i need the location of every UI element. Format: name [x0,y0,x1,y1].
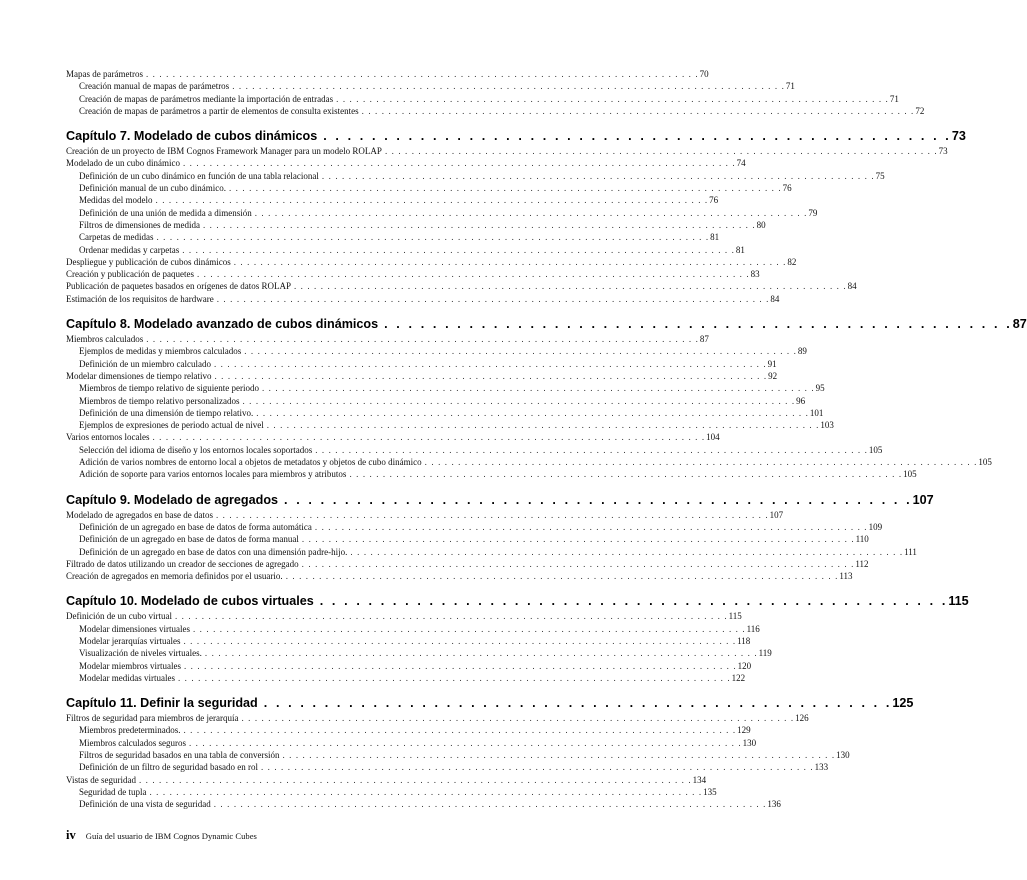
dot-leader [153,194,708,206]
toc-entry-title: Creación de mapas de parámetros mediante la importación de entradas [79,93,334,104]
toc-entry-title: Definición manual de un cubo dinámico. [79,183,226,194]
toc-entry-title: Definición de un agregado en base de datos de forma manual [79,534,299,545]
toc-page-number: 105 [868,444,883,455]
toc-entry-title: Estimación de los requisitos de hardware [66,293,214,304]
dot-leader [319,170,874,182]
dot-leader [378,317,1010,332]
dot-leader [214,293,769,305]
toc-entry-title: Miembros calculados seguros [79,737,186,748]
toc-page-number: 70 [699,69,709,79]
toc-subentry[interactable] [66,80,795,92]
toc-entry-title: Ejemplos de medidas y miembros calculados [79,346,242,357]
toc-subentry[interactable] [66,635,751,647]
toc-page-number: 81 [710,232,720,243]
toc-page-number: 115 [728,611,742,622]
dot-leader [314,594,946,609]
toc-entry-title: Creación de mapas de parámetros a partir de elementos de consulta existentes [79,105,359,116]
toc-subentry[interactable] [66,533,869,545]
toc-entry-title: Modelar medidas virtuales [79,672,175,683]
dot-leader [264,419,819,431]
toc-entry[interactable] [66,774,707,786]
footer-page-number: iv [66,828,76,842]
toc-subentry[interactable] [66,660,752,672]
dot-leader [278,493,910,508]
dot-leader [279,749,834,761]
toc-subentry[interactable] [66,521,883,533]
toc-entry-title: Ordenar medidas y carpetas [79,244,180,255]
dot-leader [211,798,766,810]
toc-entry-title: Definición de un filtro de seguridad basado en rol [79,762,258,773]
toc-chapter-heading[interactable] [66,696,914,711]
toc-entry-title: Vistas de seguridad [66,774,136,785]
toc-page-number: 125 [892,696,914,711]
toc-page-number: 75 [875,170,885,181]
toc-entry-title: Ejemplos de expresiones de periodo actual de nivel [79,420,264,431]
toc-subentry[interactable] [66,737,757,749]
dot-leader [172,610,727,622]
toc-subentry[interactable] [66,407,824,419]
toc-entry[interactable] [66,68,709,80]
toc-subentry[interactable] [66,219,766,231]
toc-entry-title: Medidas del modelo [79,195,153,206]
dot-leader [283,570,838,582]
toc-entry[interactable] [66,293,780,305]
dot-leader [146,786,701,798]
toc-page-number: 111 [904,546,917,557]
dot-leader [347,546,902,558]
dot-leader [258,761,813,773]
dot-leader [175,672,730,684]
toc-subentry[interactable] [66,647,772,659]
toc-page-number: 76 [782,183,792,194]
toc-entry-title: Filtros de dimensiones de medida [79,219,200,230]
toc-entry-title: Definición de un cubo virtual [66,611,172,622]
toc-page-number: 92 [768,370,778,381]
dot-leader [333,93,888,105]
dot-leader [299,533,854,545]
dot-leader [312,444,867,456]
toc-page-number: 73 [951,129,966,144]
toc-entry-title: Modelar jerarquías virtuales [79,635,181,646]
toc-entry[interactable] [66,145,948,157]
toc-entry[interactable] [66,157,746,169]
toc-page-number: 115 [948,594,969,609]
toc-page-number: 105 [903,469,917,480]
toc-page-number: 113 [839,571,853,582]
toc-page-number: 120 [737,660,752,671]
dot-leader [181,660,736,672]
toc-entry-title: Visualización de niveles virtuales. [79,648,202,659]
toc-page-number: 84 [770,293,780,304]
dot-leader [252,207,807,219]
toc-page-number: 79 [808,207,818,218]
dot-leader [241,345,796,357]
toc-page-number: 101 [809,407,824,418]
toc-entry-title: Mapas de parámetros [66,69,143,79]
dot-leader [382,145,937,157]
toc-page-number: 95 [815,383,825,394]
toc-entry-title: Filtrado de datos utilizando un creador de secciones de agregado [66,558,299,569]
toc-entry-title: Creación y publicación de paquetes [66,269,194,280]
toc-subentry[interactable] [66,93,899,105]
table-of-contents [66,68,1027,811]
dot-leader [200,219,755,231]
page-footer [66,828,257,843]
toc-page-number: 135 [703,786,717,797]
toc-page-number: 81 [735,244,745,255]
toc-entry[interactable] [66,712,809,724]
toc-page-number: 74 [736,158,746,169]
toc-subentry[interactable] [66,231,720,243]
toc-entry-title: Miembros de tiempo relativo personalizados [79,395,240,406]
toc-page-number: 72 [915,105,925,116]
dot-leader [422,456,977,468]
toc-subentry[interactable] [66,749,850,761]
toc-subentry[interactable] [66,623,760,635]
toc-entry-title: Carpetas de medidas [79,232,154,243]
toc-subentry[interactable] [66,358,777,370]
toc-entry-title: Filtros de seguridad basados en una tabla de conversión [79,750,280,761]
toc-entry[interactable] [66,370,778,382]
toc-page-number: 96 [796,395,806,406]
toc-page-number: 76 [709,195,719,206]
toc-subentry[interactable] [66,546,917,558]
dot-leader [136,774,691,786]
dot-leader [143,68,698,80]
toc-subentry[interactable] [66,244,745,256]
toc-page-number: 109 [868,521,883,532]
dot-leader [190,623,745,635]
dot-leader [317,129,949,144]
toc-entry-title: Creación manual de mapas de parámetros [79,81,230,92]
dot-leader [259,382,814,394]
toc-entry-title: Definición de una unión de medida a dimensión [79,207,252,218]
toc-page-number: 83 [750,269,760,280]
toc-page-number: 130 [836,750,850,761]
toc-page-number: 119 [758,648,772,659]
toc-page-number: 134 [692,774,707,785]
toc-entry-title: Selección del idioma de diseño y los entornos locales soportados [79,444,313,455]
toc-subentry[interactable] [66,456,992,468]
dot-leader [180,157,735,169]
dot-leader [312,521,867,533]
toc-chapter-heading[interactable] [66,129,966,144]
toc-entry-title: Seguridad de tupla [79,786,147,797]
toc-subentry[interactable] [66,672,746,684]
toc-page-number: 136 [767,799,781,810]
dot-leader [226,182,781,194]
toc-entry-title: Varios entornos locales [66,432,150,443]
toc-entry[interactable] [66,610,742,622]
toc-entry-title: Modelar miembros virtuales [79,660,181,671]
toc-page-number: 82 [787,256,797,267]
toc-subentry[interactable] [66,395,806,407]
footer-book-title: Guía del usuario de IBM Cognos Dynamic Cubes [85,831,257,841]
dot-leader [359,105,914,117]
toc-subentry[interactable] [66,419,834,431]
toc-subentry[interactable] [66,468,917,480]
toc-page-number: 110 [855,534,869,545]
toc-entry-title: Definición de un agregado en base de datos con una dimensión padre-hijo. [79,546,348,557]
toc-page-number: 73 [938,146,948,157]
toc-page-number: 107 [769,509,784,520]
toc-page-number: 116 [746,623,760,634]
toc-entry-title: Filtros de seguridad para miembros de jerarquía [66,713,239,724]
toc-entry-title: Modelar dimensiones de tiempo relativo [66,370,212,381]
toc-entry-title: Capítulo 11. Definir la seguridad [66,696,258,711]
toc-subentry[interactable] [66,798,781,810]
toc-chapter-heading[interactable] [66,594,969,609]
dot-leader [291,280,846,292]
toc-subentry[interactable] [66,182,792,194]
toc-entry-title: Modelar dimensiones virtuales [79,623,190,634]
dot-leader [149,431,704,443]
toc-subentry[interactable] [66,105,925,117]
toc-entry-title: Adición de soporte para varios entornos locales para miembros y atributos [79,469,347,480]
toc-page-number: 71 [889,93,899,104]
dot-leader [299,558,854,570]
toc-page-number: 89 [797,346,807,357]
toc-page-number: 126 [795,713,809,724]
toc-page-number: 130 [742,737,757,748]
toc-page-number: 112 [855,558,869,569]
toc-page-number: 87 [699,334,709,345]
toc-page-number: 122 [731,672,746,683]
dot-leader [211,358,766,370]
dot-leader [258,696,890,711]
dot-leader [211,370,766,382]
dot-leader [238,712,793,724]
toc-subentry[interactable] [66,724,751,736]
dot-leader [239,395,794,407]
toc-entry-title: Capítulo 9. Modelado de agregados [66,492,279,507]
toc-entry-title: Capítulo 8. Modelado avanzado de cubos dinámicos [66,317,379,332]
toc-entry-title: Definición de una dimensión de tiempo relativo. [79,407,254,418]
toc-entry-title: Miembros calculados [66,334,144,345]
toc-entry-title: Definición de un miembro calculado [79,358,211,369]
toc-page-number: 103 [820,420,834,431]
toc-entry[interactable] [66,431,720,443]
toc-entry-title: Definición de una vista de seguridad [79,799,211,810]
toc-entry-title: Creación de un proyecto de IBM Cognos Framework Manager para un modelo ROLAP [66,146,382,157]
toc-page-number: 118 [737,635,751,646]
toc-chapter-heading[interactable] [66,317,1027,332]
toc-entry[interactable] [66,570,853,582]
toc-subentry[interactable] [66,761,829,773]
toc-page-number: 105 [978,457,992,468]
toc-entry-title: Definición de un cubo dinámico en función de una tabla relacional [79,170,319,181]
toc-page-number: 107 [912,492,934,507]
toc-subentry[interactable] [66,786,717,798]
toc-entry-title: Modelado de un cubo dinámico [66,158,180,169]
toc-subentry[interactable] [66,194,719,206]
toc-entry-title: Despliegue y publicación de cubos dinámicos [66,256,231,267]
toc-entry[interactable] [66,558,869,570]
toc-entry-title: Miembros de tiempo relativo de siguiente periodo [79,383,259,394]
toc-chapter-heading[interactable] [66,492,934,508]
toc-entry-title: Miembros predeterminados. [79,725,181,736]
toc-entry[interactable] [66,268,760,280]
dot-leader [180,635,735,647]
toc-page-number: 80 [756,219,766,230]
dot-leader [179,244,734,256]
dot-leader [194,268,749,280]
toc-page-number: 87 [1012,317,1027,332]
toc-page-number: 129 [737,725,751,736]
toc-entry-title: Capítulo 10. Modelado de cubos virtuales [66,594,314,609]
toc-entry-title: Capítulo 7. Modelado de cubos dinámicos [66,129,318,144]
toc-page-number: 91 [767,358,777,369]
dot-leader [153,231,708,243]
dot-leader [213,509,768,521]
toc-subentry[interactable] [66,170,885,182]
toc-subentry[interactable] [66,345,807,357]
toc-entry-title: Creación de agregados en memoria definidos por el usuario. [66,571,283,582]
toc-page-number: 104 [706,432,720,443]
toc-subentry[interactable] [66,207,818,219]
dot-leader [186,737,741,749]
toc-page-number: 71 [785,81,795,92]
dot-leader [253,407,808,419]
toc-entry[interactable] [66,280,857,292]
dot-leader [346,468,901,480]
toc-page-number: 84 [847,281,857,292]
dot-leader [231,256,786,268]
toc-page-number: 133 [814,762,829,773]
toc-entry-title: Modelado de agregados en base de datos [66,509,213,520]
toc-entry-title: Publicación de paquetes basados en orígenes de datos ROLAP [66,281,291,292]
toc-entry[interactable] [66,256,797,268]
dot-leader [143,333,698,345]
toc-entry-title: Definición de un agregado en base de datos de forma automática [79,521,312,532]
dot-leader [202,647,757,659]
toc-entry[interactable] [66,333,709,345]
toc-entry[interactable] [66,509,784,521]
toc-subentry[interactable] [66,382,825,394]
dot-leader [180,724,735,736]
toc-subentry[interactable] [66,444,883,456]
dot-leader [229,80,784,92]
toc-entry-title: Adición de varios nombres de entorno local a objetos de metadatos y objetos de cubo dinámico [79,457,422,468]
